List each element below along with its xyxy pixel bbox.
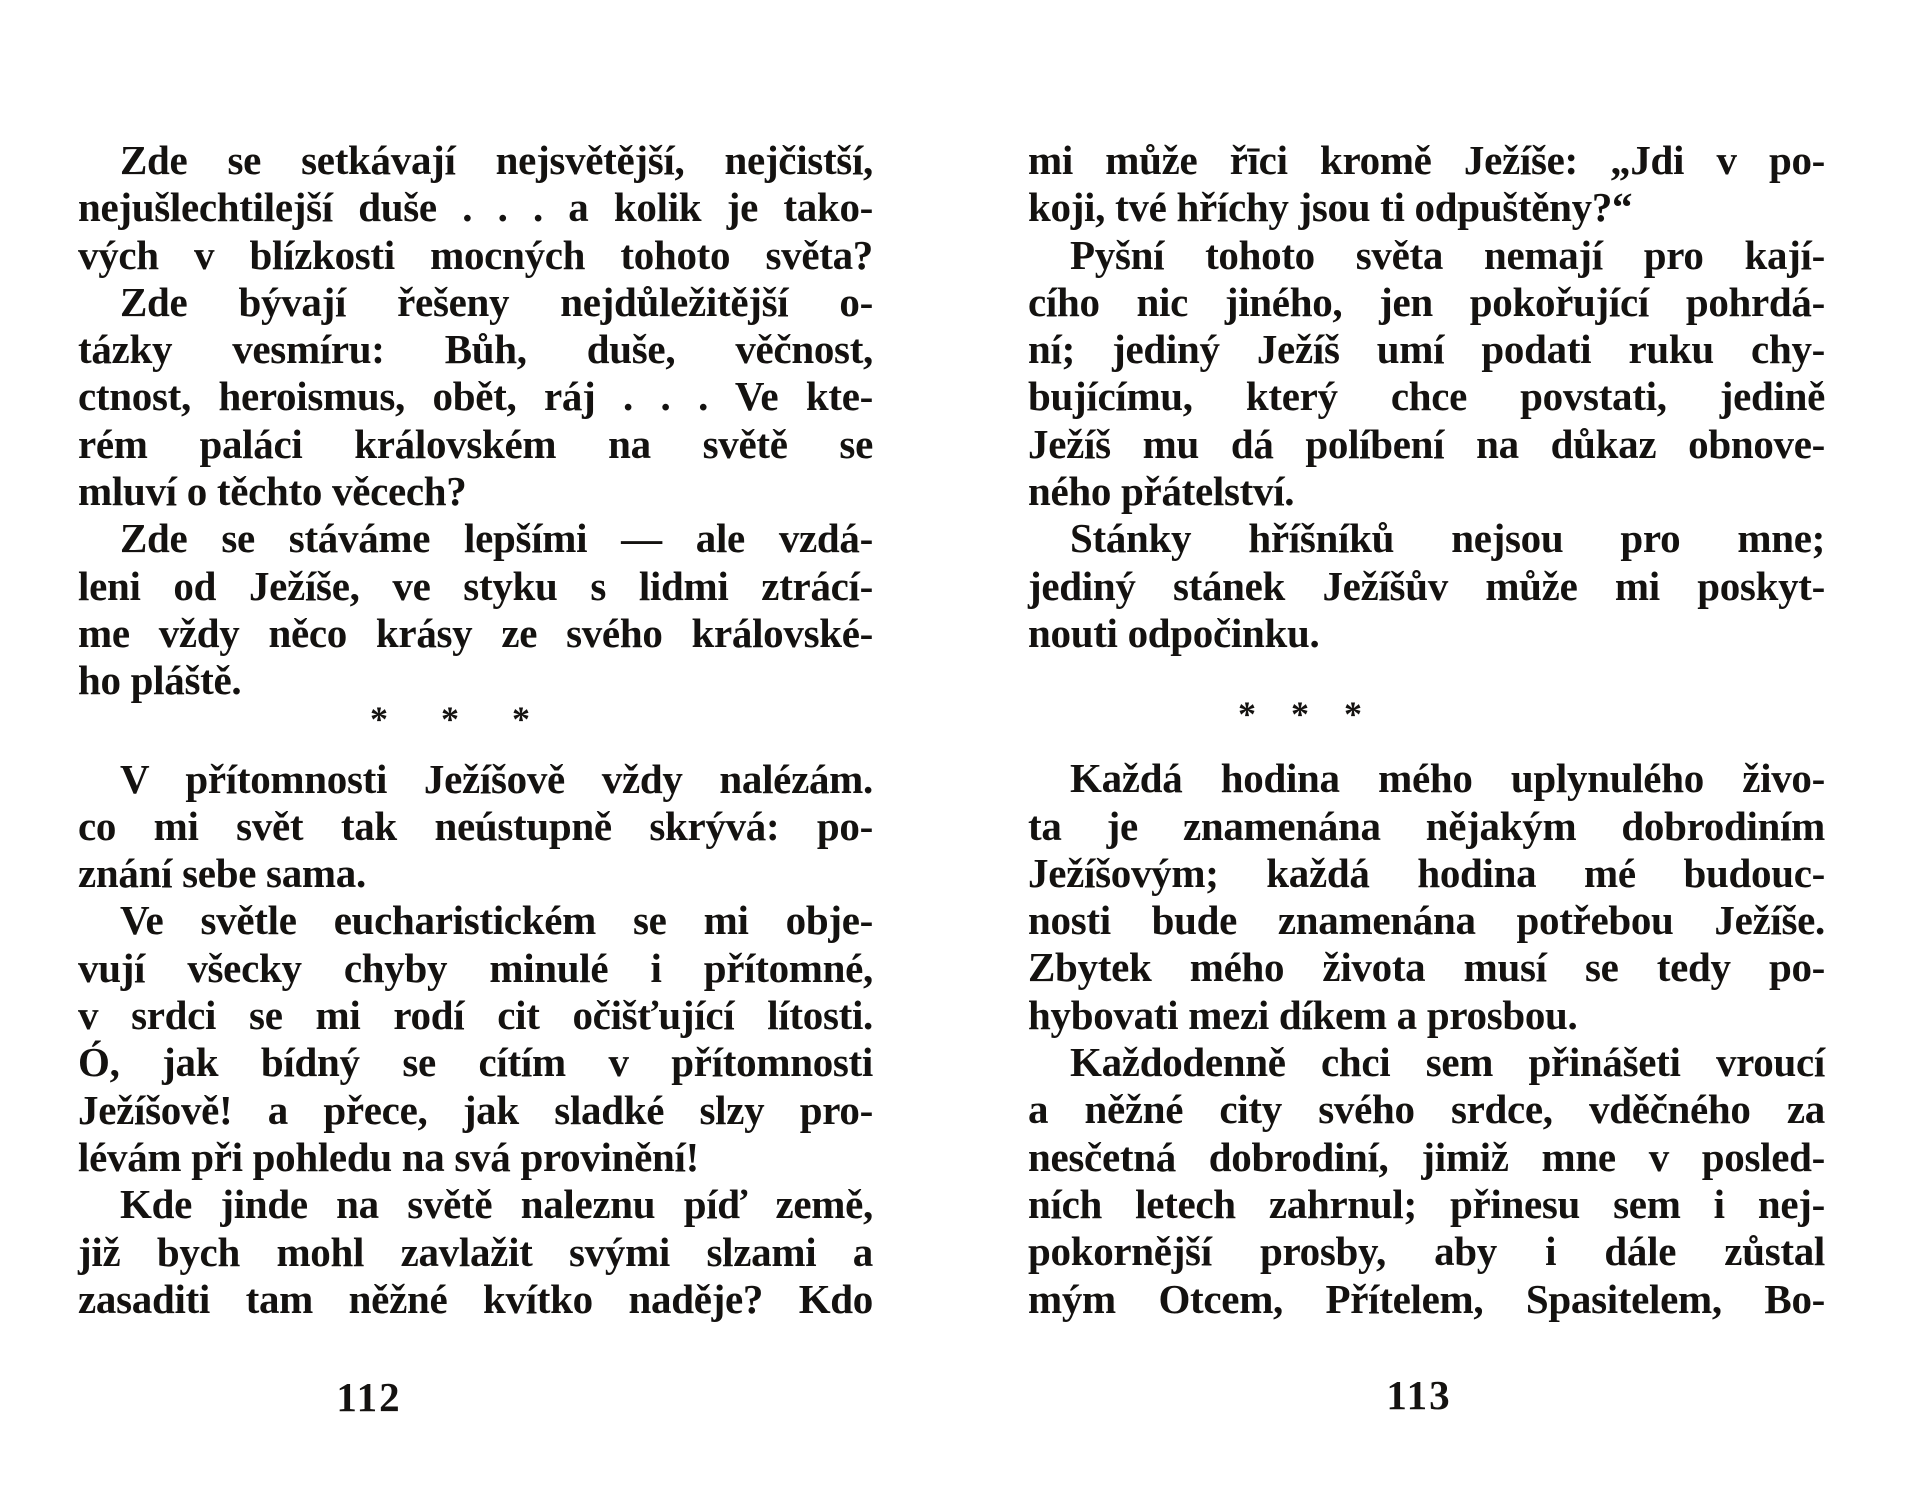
text-line: zasaditi tam něžné kvítko naděje? Kdo — [78, 1275, 873, 1322]
text-line: vých v blízkosti mocných tohoto světa? — [78, 231, 873, 278]
asterisk-glyphs: * * * — [370, 698, 530, 739]
text-line: ních letech zahrnul; přinesu sem i nej- — [1028, 1180, 1825, 1227]
text-line: me vždy něco krásy ze svého královské- — [78, 609, 873, 656]
text-line: koji, tvé hříchy jsou ti odpuštěny?“ — [1028, 184, 1633, 231]
asterisk-divider — [78, 698, 873, 756]
text-line: nejušlechtilejší duše . . . a kolik je tako- — [78, 184, 873, 231]
text-line: Ve světle eucharistickém se mi obje- — [120, 897, 873, 944]
text-line: Ježíš mu dá políbení na důkaz obnove- — [1028, 420, 1825, 467]
text-line: Pyšní tohoto světa nemají pro kají- — [1070, 231, 1825, 278]
text-line: Ježíšově! a přece, jak sladké slzy pro- — [78, 1086, 873, 1133]
text-line: Ó, jak bídný se cítím v přítomnosti — [78, 1039, 873, 1086]
page-number: 113 — [1386, 1372, 1452, 1418]
text-line: Zde se setkávají nejsvětější, nejčistší, — [120, 137, 873, 183]
text-line: Každodenně chci sem přinášeti vroucí — [1070, 1039, 1825, 1086]
text-line: lévám při pohledu na svá provinění! — [78, 1133, 699, 1180]
text-line: vují všecky chyby minulé i přítomné, — [78, 944, 873, 991]
text-line: v srdci se mi rodí cit očišťující lítosti. — [78, 992, 873, 1039]
text-line: nouti odpočinku. — [1028, 609, 1320, 656]
text-line: Ježíšovým; každá hodina mé budouc- — [1028, 849, 1825, 896]
text-line: leni od Ježíše, ve styku s lidmi ztrácí- — [78, 562, 873, 609]
text-line: Zde bývají řešeny nejdůležitější o- — [120, 278, 873, 325]
text-line: mluví o těchto věcech? — [78, 468, 467, 515]
text-line: nesčetná dobrodiní, jimiž mne v posled- — [1028, 1133, 1825, 1180]
text-line: mi může řīci kromě Ježíše: „Jdi v po- — [1028, 137, 1825, 183]
text-line: hybovati mezi díkem a prosbou. — [1028, 991, 1578, 1038]
text-line: již bych mohl zavlažit svými slzami a — [78, 1228, 873, 1275]
text-line: V přítomnosti Ježíšově vždy nalézám. — [120, 755, 873, 802]
text-line: Stánky hříšníků nejsou pro mne; — [1070, 515, 1825, 562]
text-line: jediný stánek Ježíšův může mi poskyt- — [1028, 562, 1825, 609]
text-line: Každá hodina mého uplynulého živo- — [1070, 755, 1825, 802]
text-line: Kde jinde na světě naleznu píď země, — [120, 1181, 873, 1228]
text-line: tázky vesmíru: Bůh, duše, věčnost, — [78, 326, 873, 373]
page-number: 112 — [336, 1374, 402, 1420]
text-line: nosti bude znamenána potřebou Ježíše. — [1028, 897, 1825, 944]
text-line: znání sebe sama. — [78, 850, 366, 897]
page-left — [78, 137, 873, 1323]
text-line: ctnost, heroismus, obět, ráj . . . Ve kte- — [78, 373, 873, 420]
text-line: Zde se stáváme lepšími — ale vzdá- — [120, 515, 873, 562]
text-line: bujícímu, který chce povstati, jedině — [1028, 373, 1825, 420]
text-line: ného přátelství. — [1028, 468, 1295, 515]
text-line: cího nic jiného, jen pokořující pohrdá- — [1028, 278, 1825, 325]
text-line: co mi svět tak neústupně skrývá: po- — [78, 802, 873, 849]
asterisk-divider — [1028, 657, 1825, 755]
text-line: ho pláště. — [78, 657, 242, 704]
text-line: mým Otcem, Přítelem, Spasitelem, Bo- — [1028, 1275, 1825, 1322]
asterisk-glyphs: * * * — [1238, 694, 1362, 735]
text-line: ní; jediný Ježíš umí podati ruku chy- — [1028, 326, 1825, 373]
text-line: pokornější prosby, aby i dále zůstal — [1028, 1228, 1825, 1275]
page-right — [1028, 137, 1825, 1323]
text-line: Zbytek mého života musí se tedy po- — [1028, 944, 1825, 991]
text-line: rém paláci královském na světě se — [78, 420, 873, 467]
text-line: ta je znamenána nějakým dobrodiním — [1028, 802, 1825, 849]
text-line: a něžné city svého srdce, vděčného za — [1028, 1086, 1825, 1133]
